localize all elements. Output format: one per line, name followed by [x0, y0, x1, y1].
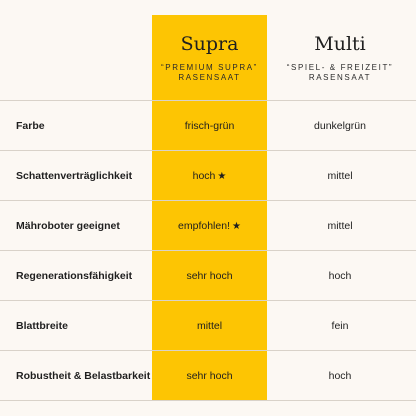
multi-subtitle — [276, 63, 404, 83]
supra-value — [152, 101, 267, 151]
multi-value: dunkelgrün — [314, 120, 366, 132]
supra-subtitle-line1: “PREMIUM SUPRA” — [161, 63, 258, 72]
multi-value: mittel — [327, 170, 353, 182]
supra-value — [152, 251, 267, 301]
table-row — [0, 201, 416, 251]
table-row — [0, 101, 416, 151]
supra-value — [152, 151, 267, 201]
multi-title: Multi — [314, 33, 366, 55]
multi-header — [276, 15, 404, 100]
supra-value-text: empfohlen! — [178, 220, 230, 232]
row-divider — [0, 400, 416, 401]
table-row — [0, 351, 416, 401]
multi-value: hoch — [328, 270, 352, 282]
supra-value — [152, 351, 267, 401]
table-row — [0, 301, 416, 351]
supra-value-text: mittel — [196, 320, 223, 332]
supra-subtitle — [152, 63, 267, 83]
multi-value: mittel — [327, 220, 353, 232]
supra-subtitle-line2: RASENSAAT — [178, 73, 241, 82]
table-row — [0, 151, 416, 201]
row-label: Blattbreite — [16, 320, 68, 332]
row-label: Regenerationsfähigkeit — [16, 270, 133, 282]
supra-value — [152, 201, 267, 251]
multi-subtitle-line2: RASENSAAT — [308, 73, 372, 82]
multi-subtitle-line1: “SPIEL- & FREIZEIT” — [286, 63, 394, 72]
supra-value-text: sehr hoch — [186, 370, 233, 382]
table-row — [0, 251, 416, 301]
multi-value: fein — [331, 320, 349, 332]
star-icon: ★ — [231, 221, 241, 232]
supra-title: Supra — [180, 33, 239, 55]
supra-header — [152, 15, 267, 100]
row-label: Mähroboter geeignet — [16, 220, 120, 232]
multi-value: hoch — [328, 370, 352, 382]
supra-value-text: hoch — [192, 170, 216, 182]
row-label: Schattenverträglichkeit — [16, 170, 133, 182]
supra-value — [152, 301, 267, 351]
supra-value-text: frisch-grün — [184, 120, 235, 132]
row-label: Farbe — [16, 120, 45, 132]
row-label: Robustheit & Belastbarkeit — [16, 370, 151, 382]
star-icon: ★ — [217, 171, 227, 182]
supra-value-text: sehr hoch — [186, 270, 233, 282]
